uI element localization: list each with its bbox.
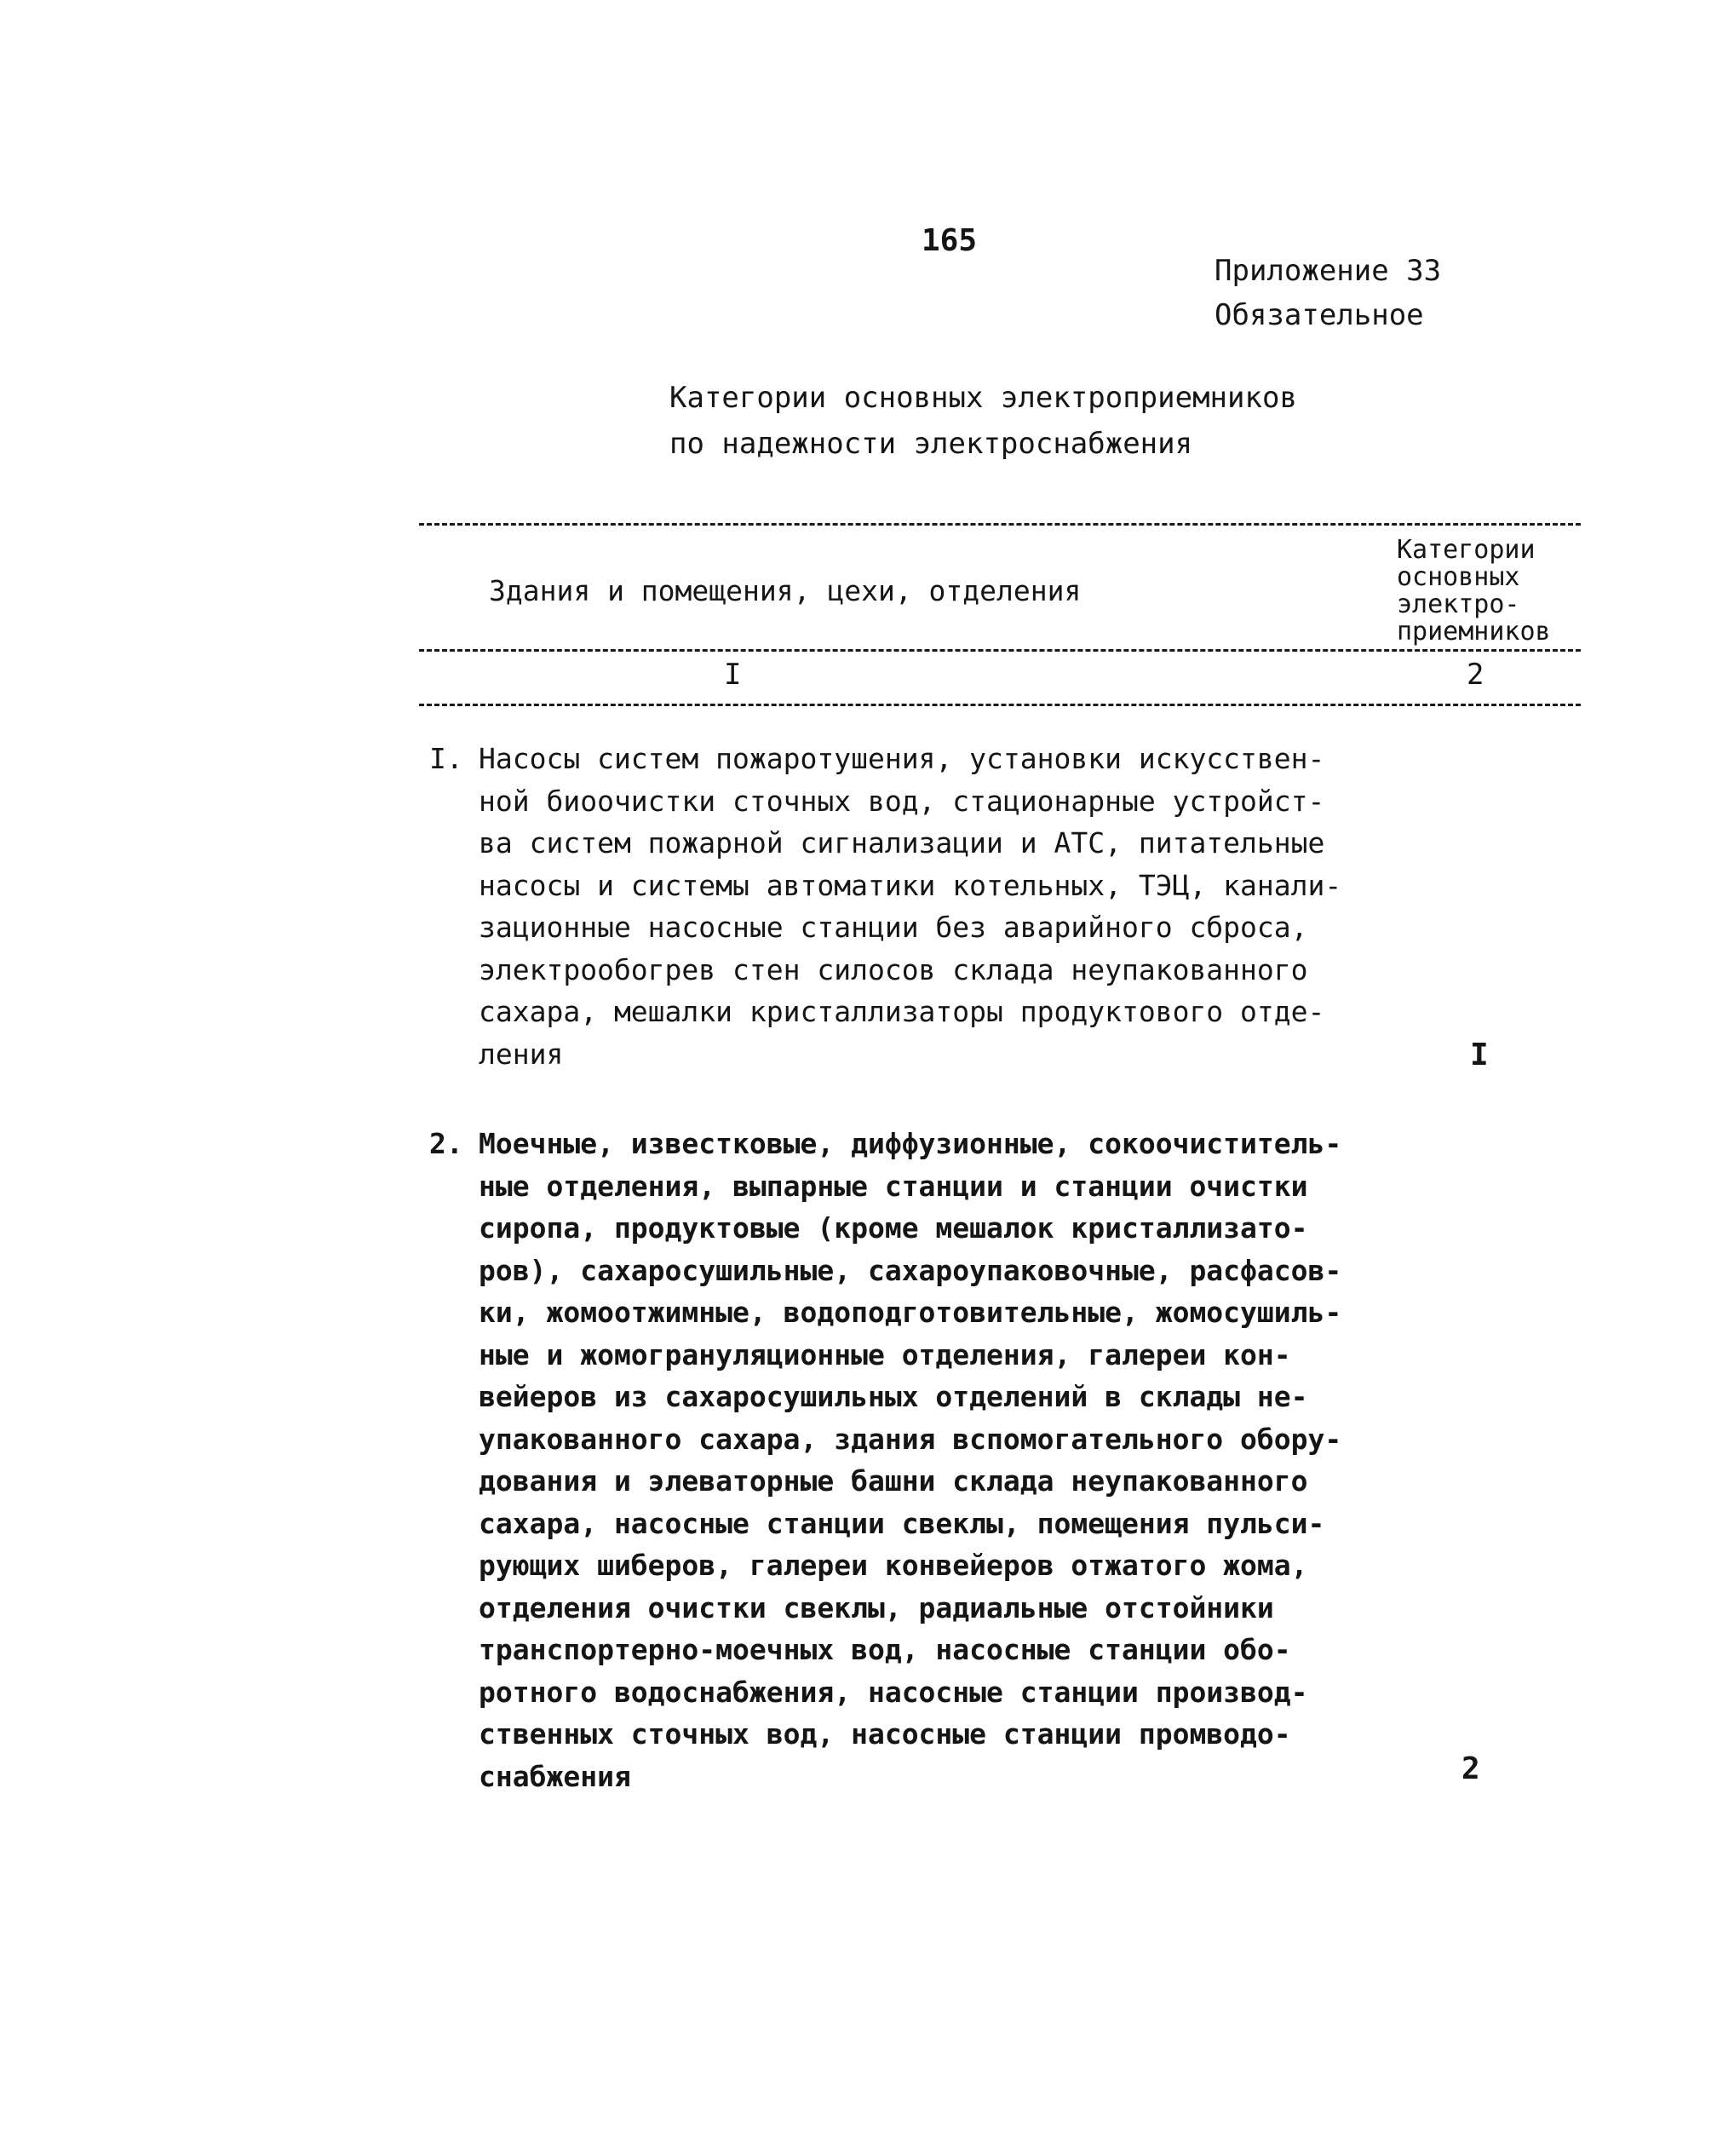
page-number: 165 bbox=[922, 223, 978, 258]
row-category: 2 bbox=[1461, 1751, 1480, 1786]
row-text-line: вейеров из сахаросушильных отделений в склады не- bbox=[479, 1380, 1308, 1413]
row-text-line: ления bbox=[479, 1037, 564, 1071]
header-col2 bbox=[1397, 537, 1551, 646]
row-category: I bbox=[1470, 1038, 1489, 1072]
row-text-line: ров), сахаросушильные, сахароупаковочные, расфасов- bbox=[479, 1253, 1342, 1287]
header-col2-line: электро- bbox=[1397, 589, 1520, 619]
row-text-line: ные отделения, выпарные станции и станции очистки bbox=[479, 1169, 1308, 1203]
row-text-line: ротного водоснабжения, насосные станции производ- bbox=[479, 1675, 1308, 1709]
header-bottom-rule bbox=[419, 704, 1581, 706]
row-text-line: Моечные, известковые, диффузионные, сокоочиститель- bbox=[479, 1127, 1342, 1160]
table-top-rule bbox=[419, 523, 1581, 526]
column-number-2: 2 bbox=[1467, 658, 1484, 692]
header-divider-rule bbox=[419, 649, 1581, 652]
header-col2-line: приемников bbox=[1397, 617, 1551, 647]
row-text-line: отделения очистки свеклы, радиальные отстойники bbox=[479, 1590, 1274, 1624]
appendix-number: Приложение 33 bbox=[1215, 254, 1442, 288]
appendix-label bbox=[1215, 249, 1441, 337]
header-col2-line: Категории bbox=[1397, 535, 1536, 565]
row-text-line: упакованного сахара, здания вспомогательного обору- bbox=[479, 1422, 1342, 1456]
table-row bbox=[429, 1123, 1341, 1797]
appendix-status: Обязательное bbox=[1215, 298, 1424, 332]
row-number: I. bbox=[429, 742, 463, 775]
row-text-line: зационные насосные станции без аварийного сброса, bbox=[479, 911, 1308, 944]
row-number: 2. bbox=[429, 1127, 463, 1160]
row-text-line: ные и жомогрануляционные отделения, галереи кон- bbox=[479, 1337, 1291, 1371]
row-text-line: насосы и системы автоматики котельных, ТЭЦ, канали- bbox=[479, 868, 1342, 902]
row-text-line: ки, жомоотжимные, водоподготовительные, жомосушиль- bbox=[479, 1296, 1342, 1329]
row-text-line: ственных сточных вод, насосные станции промводо- bbox=[479, 1717, 1291, 1751]
column-number-1: I bbox=[724, 658, 742, 692]
row-text-line: ной биоочистки сточных вод, стационарные устройст- bbox=[479, 784, 1325, 818]
header-col1: Здания и помещения, цехи, отделения bbox=[489, 574, 1082, 607]
row-text-line: транспортерно-моечных вод, насосные станции обо- bbox=[479, 1633, 1291, 1666]
row-text-line: снабжения bbox=[479, 1759, 631, 1793]
title-line-1: Категории основных электроприемников bbox=[669, 381, 1297, 415]
row-text-line: сахара, насосные станции свеклы, помещения пульси- bbox=[479, 1506, 1325, 1540]
row-text-line: Насосы систем пожаротушения, установки искусствен- bbox=[479, 742, 1325, 775]
row-text-line: рующих шиберов, галереи конвейеров отжатого жома, bbox=[479, 1549, 1308, 1582]
header-col2-line: основных bbox=[1397, 562, 1520, 592]
table-row bbox=[429, 738, 1341, 1075]
row-text-line: ва систем пожарной сигнализации и АТС, питательные bbox=[479, 826, 1325, 860]
row-text-line: дования и элеваторные башни склада неупакованного bbox=[479, 1464, 1308, 1498]
title-line-2: по надежности электроснабжения bbox=[669, 427, 1193, 461]
row-text-line: сиропа, продуктовые (кроме мешалок кристаллизато- bbox=[479, 1211, 1308, 1245]
row-text-line: сахара, мешалки кристаллизаторы продуктового отде- bbox=[479, 995, 1325, 1028]
row-text-line: электрообогрев стен силосов склада неупакованного bbox=[479, 952, 1308, 986]
document-title bbox=[669, 375, 1297, 467]
